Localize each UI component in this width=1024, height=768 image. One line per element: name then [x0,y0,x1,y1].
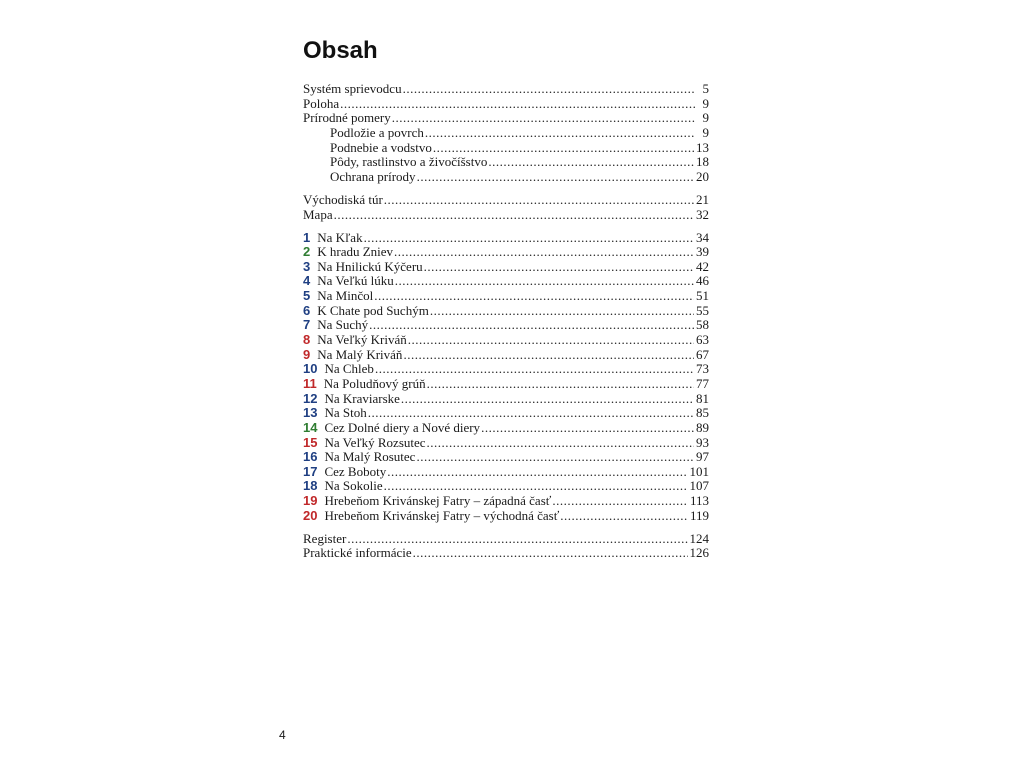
route-number: 15 [303,434,318,450]
dot-leader [347,532,687,547]
dot-leader [427,377,694,392]
toc-route-entry [303,406,709,421]
dot-leader [334,208,694,223]
toc-entry [303,532,709,547]
toc-entry-page: 63 [696,332,709,348]
toc-entry [303,97,709,112]
dot-leader [384,193,694,208]
page-number: 4 [279,728,286,742]
toc-entry-label: Hrebeňom Krivánskej Fatry – západná časť [324,493,552,509]
route-number: 13 [303,405,318,421]
toc-entry-page: 46 [696,273,709,289]
toc-entry-page: 13 [696,139,709,155]
toc-entry-page: 9 [702,95,709,111]
toc-route-entry [303,274,709,289]
toc-entry-page: 124 [689,530,709,546]
toc-entry-page: 73 [696,361,709,377]
dot-leader [416,450,694,465]
toc-entry-label: Na Sokolie [324,478,383,494]
toc-entry-page: 113 [689,493,709,509]
dot-leader [368,406,694,421]
dot-leader [552,494,688,509]
toc-entry-label: Na Poludňový grúň [323,375,426,391]
dot-leader [387,465,687,480]
dot-leader [425,126,695,141]
toc-entry-page: 5 [702,81,709,96]
toc-entry-page: 32 [696,206,709,222]
route-number: 16 [303,449,318,465]
toc-section-misc [303,193,709,222]
toc-entry-page: 21 [696,191,709,207]
route-number: 5 [303,288,311,304]
toc-entry-page: 58 [696,317,709,333]
toc-entry-label: Systém sprievodcu [303,81,402,96]
toc-entry-label: Poloha [303,95,340,111]
dot-leader [481,421,694,436]
toc-entry-label: Na Veľký Kriváň [317,332,407,348]
toc-entry-page: 67 [696,346,709,362]
route-number: 7 [303,317,311,333]
dot-leader [340,97,695,112]
toc-entry-label: Na Veľkú lúku [317,273,394,289]
toc-entry-page: 9 [702,110,709,126]
toc-entry-label: Prírodné pomery [303,110,391,126]
toc-entry-label: Cez Dolné diery a Nové diery [324,419,481,435]
toc-entry [303,546,709,561]
toc-entry [303,170,709,185]
dot-leader [427,436,694,451]
dot-leader [384,479,688,494]
toc-entry [303,208,709,223]
toc-route-entry [303,318,709,333]
toc-entry-page: 97 [696,449,709,465]
toc-entry-label: Na Chleb [324,361,374,377]
toc-entry-label: Na Suchý [317,317,369,333]
dot-leader [433,141,694,156]
route-number: 1 [303,229,311,245]
toc-entry-label: K hradu Zniev [317,244,394,260]
dot-leader [403,82,695,97]
route-number: 17 [303,463,318,479]
route-number: 20 [303,507,318,523]
toc-route-entry [303,509,709,524]
route-number: 8 [303,332,311,348]
toc-section-routes [303,231,709,524]
route-number: 6 [303,302,311,318]
toc-entry-label: Na Minčol [317,288,374,304]
toc-entry-label: Na Malý Kriváň [317,346,403,362]
toc-entry-label: Pôdy, rastlinstvo a živočíšstvo [330,154,488,170]
route-number: 11 [303,375,317,391]
toc-route-entry [303,494,709,509]
toc-entry-label: Na Veľký Rozsutec [324,434,426,450]
dot-leader [488,155,694,170]
toc-entry [303,82,709,97]
dot-leader [364,231,694,246]
toc-entry-label: Podnebie a vodstvo [330,139,432,155]
toc-entry-label: Východiská túr [303,191,383,207]
dot-leader [394,245,694,260]
toc-entry-page: 51 [696,288,709,304]
toc-entry-label: Na Kľak [317,229,363,245]
toc-entry-page: 55 [696,302,709,318]
route-number: 4 [303,273,311,289]
toc-entry-label: Podložie a povrch [330,124,424,140]
dot-leader [413,546,688,561]
dot-leader [424,260,694,275]
toc-route-entry [303,245,709,260]
toc-entry-page: 89 [696,419,709,435]
toc-entry-page: 119 [689,507,709,523]
toc-entry-page: 9 [702,124,709,140]
route-number: 19 [303,493,318,509]
toc-entry-label: Cez Boboty [324,463,387,479]
toc-route-entry [303,348,709,363]
dot-leader [560,509,688,524]
route-number: 9 [303,346,311,362]
toc-route-entry [303,479,709,494]
toc-route-entry [303,465,709,480]
dot-leader [401,392,694,407]
toc-entry-page: 42 [696,258,709,274]
toc-entry-label: Hrebeňom Krivánskej Fatry – východná časť [324,507,560,523]
dot-leader [375,362,694,377]
route-number: 10 [303,361,318,377]
toc-entry [303,111,709,126]
toc-entry [303,141,709,156]
toc-entry-label: Ochrana prírody [330,168,416,184]
toc-route-entry [303,333,709,348]
toc-route-entry [303,304,709,319]
toc-entry-label: Praktické informácie [303,545,412,561]
toc-route-entry [303,362,709,377]
dot-leader [369,318,694,333]
toc-entry-page: 77 [696,375,709,391]
toc-route-entry [303,392,709,407]
toc-entry [303,155,709,170]
toc-entry-label: Na Hnilickú Kýčeru [317,258,423,274]
toc-route-entry [303,450,709,465]
toc-entry-label: Register [303,530,347,546]
toc-entry-label: K Chate pod Suchým [317,302,429,318]
toc-route-entry [303,436,709,451]
route-number: 2 [303,244,311,260]
page-title: Obsah [303,37,378,64]
dot-leader [417,170,694,185]
toc-entry-page: 39 [696,244,709,260]
dot-leader [395,274,694,289]
toc-entry-page: 93 [696,434,709,450]
dot-leader [430,304,694,319]
toc-route-entry [303,231,709,246]
table-of-contents [303,82,709,561]
route-number: 18 [303,478,318,494]
toc-entry-page: 34 [696,229,709,245]
toc-entry-page: 126 [689,545,709,561]
toc-entry-page: 107 [689,478,709,494]
toc-section-intro [303,82,709,184]
toc-section-appendix [303,532,709,561]
toc-route-entry [303,421,709,436]
dot-leader [403,348,694,363]
toc-entry-label: Na Malý Rosutec [324,449,416,465]
toc-entry-page: 18 [696,154,709,170]
toc-route-entry [303,377,709,392]
toc-entry [303,193,709,208]
toc-entry-page: 85 [696,405,709,421]
dot-leader [374,289,694,304]
toc-entry-page: 101 [689,463,709,479]
toc-entry [303,126,709,141]
dot-leader [392,111,695,126]
toc-route-entry [303,289,709,304]
route-number: 14 [303,419,318,435]
toc-entry-page: 20 [696,168,709,184]
toc-entry-label: Mapa [303,206,333,222]
dot-leader [408,333,694,348]
route-number: 3 [303,258,311,274]
toc-entry-label: Na Stoh [324,405,367,421]
toc-entry-page: 81 [696,390,709,406]
toc-route-entry [303,260,709,275]
route-number: 12 [303,390,318,406]
toc-entry-label: Na Kraviarske [324,390,400,406]
